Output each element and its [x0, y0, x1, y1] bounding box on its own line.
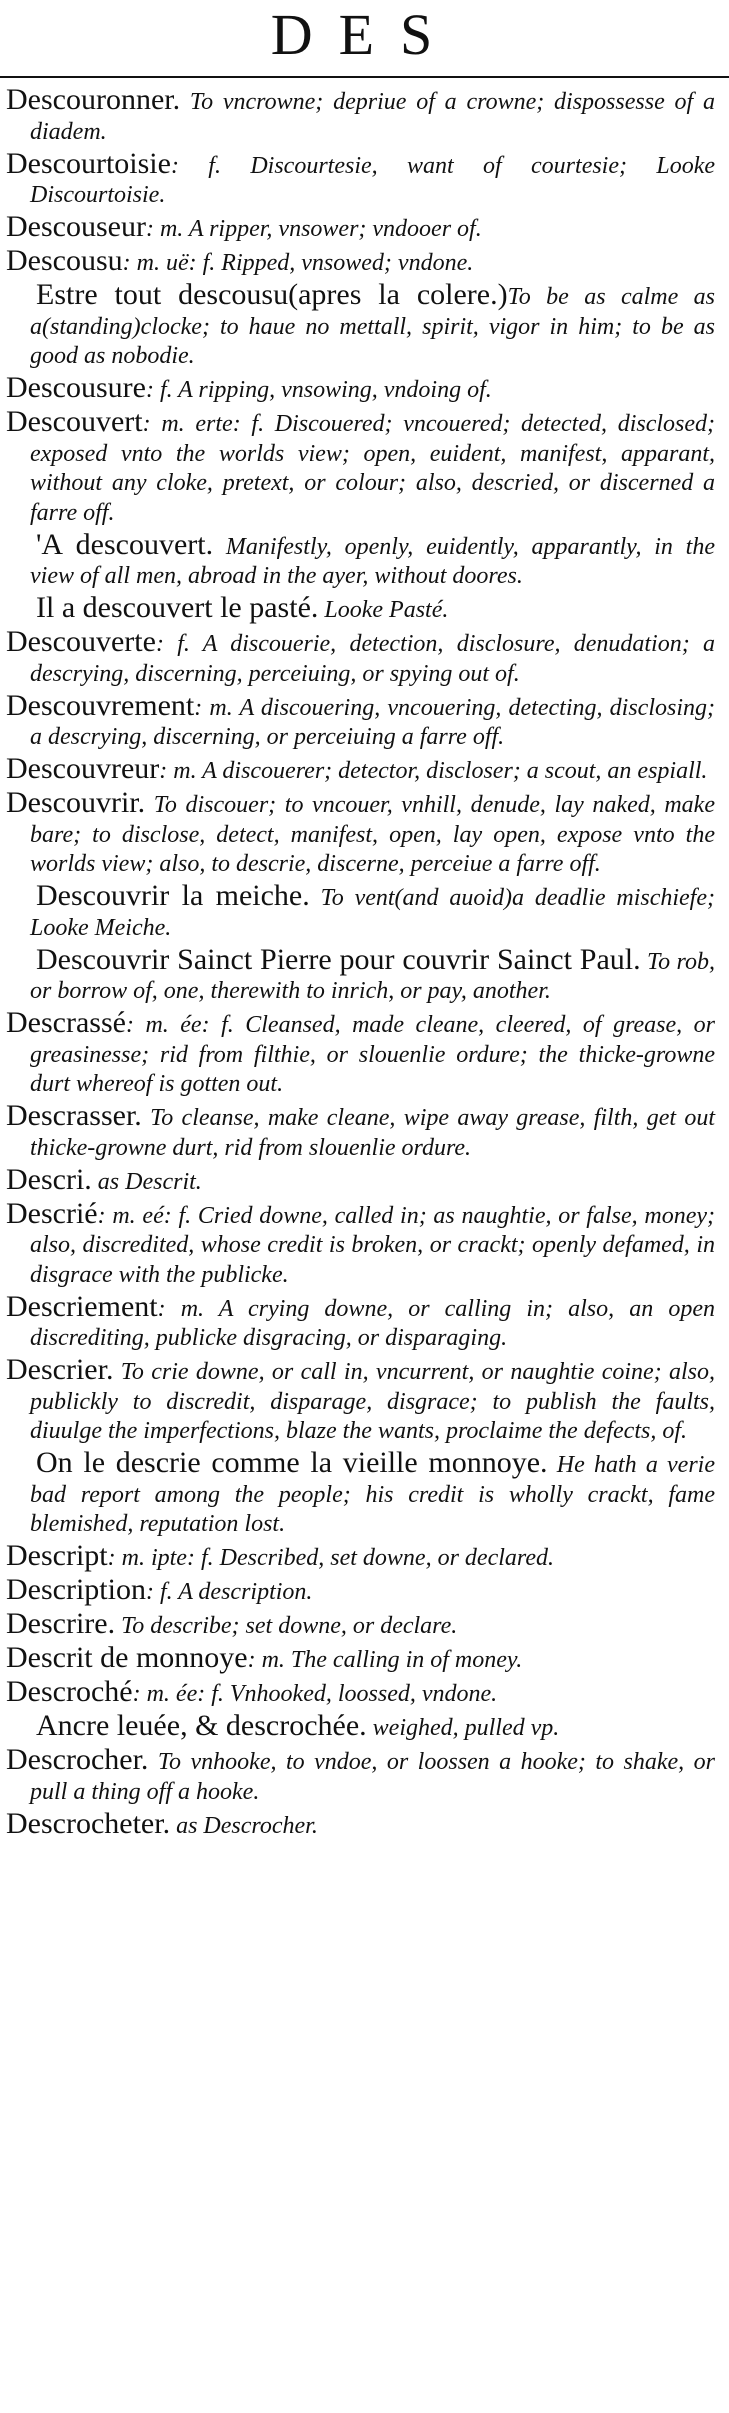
dictionary-entry — [0, 786, 715, 879]
headword: Descrocheter. — [6, 1806, 171, 1840]
headword: Descrassé — [6, 1006, 126, 1039]
definition: : f. A description. — [145, 1579, 313, 1605]
dictionary-entry — [0, 1743, 715, 1806]
headword: Descouvrir Sainct Pierre pour couvrir Sainct Paul. — [36, 942, 641, 976]
definition: : m. eé: f. Cried downe, called in; as naughtie, or false, money; also, discredited, whose credit is broken, or crackt; openly defamed, in disgrace with the publicke. — [30, 1202, 715, 1288]
dictionary-entry — [0, 1289, 715, 1353]
headword: Ancre leuée, & descrochée. — [36, 1709, 367, 1742]
definition: : m. ée: f. Cleansed, made cleane, cleered, of grease, or greasinesse; rid from filthie, or slouenlie ordure; the thicke-growne durt whereof is gotten out. — [30, 1012, 715, 1097]
sub-entry — [0, 527, 715, 591]
headword: Descouseur — [6, 210, 146, 243]
headword: Descouvrir. — [6, 786, 146, 819]
headword: On le descrie comme la vieille monnoye. — [36, 1446, 548, 1479]
headword: Descousure — [6, 371, 146, 404]
definition: : m. erte: f. Discouered; vncouered; detected, disclosed; exposed vnto the worlds view; open, euident, manifest, apparant, without any cloke, pretext, or colour; also, descried, or discerned a farre off. — [30, 411, 715, 526]
dictionary-entry — [0, 1573, 715, 1607]
definition: To vncrowne; depriue of a crowne; dispossesse of a diadem. — [30, 89, 715, 145]
headword: Descrit de monnoye — [6, 1641, 248, 1674]
headword: Description — [6, 1573, 146, 1606]
headword: Descourtoisie — [6, 146, 171, 180]
definition: : f. A discouerie, detection, disclosure, denudation; a descrying, discerning, perceiuing, or spying out of. — [30, 631, 715, 687]
headword: Descriement — [6, 1289, 158, 1323]
definition: Manifestly, openly, euidently, apparantly, in the view of all men, abroad in the ayer, without doores. — [30, 533, 715, 589]
headword: Descouronner. — [6, 83, 181, 116]
headword: Descrocher. — [6, 1743, 149, 1776]
definition: : m. A ripper, vnsower; vndooer of. — [145, 216, 482, 242]
headword: Descouvreur — [6, 752, 160, 785]
definition: : m. The calling in of money. — [247, 1647, 523, 1673]
definition: : m. A discouerer; detector, discloser; a scout, an espiall. — [159, 758, 708, 784]
dictionary-entry — [0, 146, 715, 210]
dictionary-entry — [0, 1162, 715, 1197]
headword: Descousu — [6, 244, 123, 277]
definition: To rob, or borrow of, one, therewith to inrich, or pay, another. — [30, 948, 715, 1004]
definition: To be as calme as a(standing)clocke; to haue no mettall, spirit, vigor in him; to be as good as nobodie. — [30, 284, 715, 369]
dictionary-entry — [0, 1641, 715, 1675]
headword: 'A descouvert. — [36, 527, 214, 561]
sub-entry — [0, 1709, 715, 1743]
definition: : f. A ripping, vnsowing, vndoing of. — [145, 377, 492, 403]
dictionary-entry — [0, 625, 715, 688]
headword: Descrire. — [6, 1607, 116, 1640]
dictionary-entry — [0, 752, 715, 786]
sub-entry — [0, 278, 715, 371]
headword: Descri. — [6, 1162, 92, 1196]
headword: Descrasser. — [6, 1099, 142, 1132]
dictionary-entry — [0, 371, 715, 405]
definition: : m. ipte: f. Described, set downe, or declared. — [107, 1545, 554, 1571]
sub-entry — [0, 942, 715, 1006]
headword: Descouvrir la meiche. — [36, 879, 310, 912]
sub-entry — [0, 591, 715, 625]
dictionary-entry — [0, 1006, 715, 1099]
definition: : f. Discourtesie, want of courtesie; Looke Discourtoisie. — [30, 152, 715, 208]
definition: weighed, pulled vp. — [366, 1715, 560, 1741]
headword: Il a descouvert le pasté. — [36, 591, 319, 624]
definition: To vnhooke, to vndoe, or loossen a hooke; to shake, or pull a thing off a hooke. — [30, 1749, 715, 1805]
dictionary-entry — [0, 1806, 715, 1841]
header-rule — [0, 76, 729, 78]
definition: : m. A crying downe, or calling in; also, an open discrediting, publicke disgracing, or disparaging. — [30, 1295, 715, 1351]
headword: Descroché — [6, 1675, 133, 1708]
dictionary-entry — [0, 1196, 715, 1290]
dictionary-entry — [0, 1675, 715, 1709]
definition: : m. A discouering, vncouering, detecting, disclosing; a descrying, discerning, or perceiuing a farre off. — [30, 694, 715, 750]
dictionary-entry — [0, 405, 715, 527]
dictionary-entry — [0, 244, 715, 278]
headword: Descouvrement — [6, 688, 195, 722]
headword: Descrié — [6, 1196, 98, 1230]
sub-entry — [0, 879, 715, 942]
headword: Descript — [6, 1539, 108, 1572]
definition: To vent(and auoid)a deadlie mischiefe; Looke Meiche. — [30, 885, 715, 941]
page-header: DES — [270, 2, 459, 67]
sub-entry — [0, 1446, 715, 1539]
definition: : m. ée: f. Vnhooked, loossed, vndone. — [132, 1681, 498, 1707]
dictionary-entry — [0, 1607, 715, 1641]
headword: Descouverte — [6, 625, 156, 658]
definition: as Descrocher. — [170, 1812, 318, 1839]
definition: To describe; set downe, or declare. — [115, 1613, 458, 1639]
headword: Estre tout descousu(apres la colere.) — [36, 278, 508, 311]
definition: : m. uë: f. Ripped, vnsowed; vndone. — [122, 250, 474, 276]
definition: To discouer; to vncouer, vnhill, denude, lay naked, make bare; to disclose, detect, manifest, open, lay open, expose vnto the worlds view; also, to descrie, discerne, perceiue a farre off. — [30, 792, 715, 877]
definition: He hath a verie bad report among the people; his credit is wholly crackt, fame blemished, reputation lost. — [30, 1452, 715, 1537]
dictionary-entry — [0, 210, 715, 244]
dictionary-entry — [0, 1353, 715, 1446]
headword: Descouvert — [6, 405, 143, 438]
definition: as Descrit. — [91, 1168, 202, 1195]
definition: Looke Pasté. — [318, 597, 449, 623]
dictionary-entry — [0, 688, 715, 752]
dictionary-entry — [0, 1539, 715, 1573]
dictionary-entry — [0, 1099, 715, 1162]
definition: To crie downe, or call in, vncurrent, or naughtie coine; also, publickly to discredit, disparage, disgrace; to publish the faults, diuulge the imperfections, blaze the wants, proclaime the defects, of. — [30, 1359, 715, 1444]
entry-list — [0, 83, 715, 1844]
dictionary-entry — [0, 83, 715, 146]
headword: Descrier. — [6, 1353, 114, 1386]
definition: To cleanse, make cleane, wipe away grease, filth, get out thicke-growne durt, rid from slouenlie ordure. — [30, 1105, 715, 1161]
